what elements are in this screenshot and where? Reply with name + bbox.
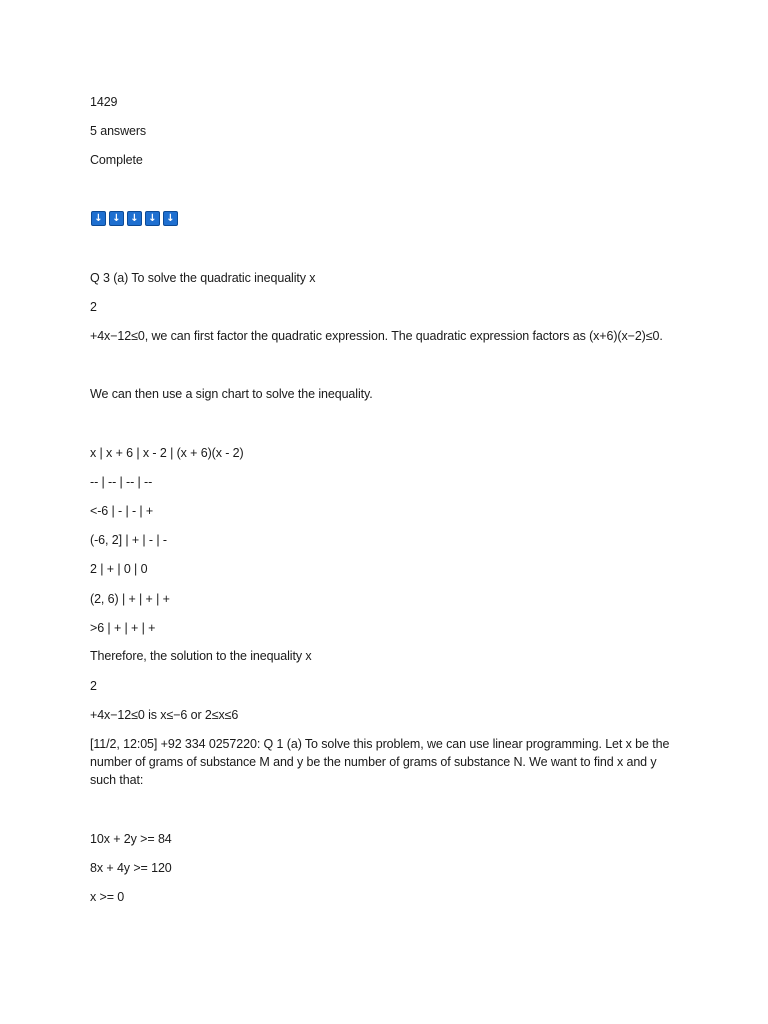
table-row: -- | -- | -- | -- [90,475,153,489]
down-arrow-icon: ↓ [163,211,178,226]
q3-factor-text: +4x−12≤0, we can first factor the quadratic expression. The quadratic expression factors as (x+6)(x−2)≤0. [90,329,663,343]
status-text: Complete [90,153,143,167]
table-row: <-6 | - | - | + [90,504,154,518]
down-arrow-icon: ↓ [145,211,160,226]
constraint-line: 8x + 4y >= 120 [90,861,172,875]
therefore-text: Therefore, the solution to the inequality x [90,649,312,663]
table-row: x | x + 6 | x - 2 | (x + 6)(x - 2) [90,446,244,460]
sign-chart-intro: We can then use a sign chart to solve the inequality. [90,387,373,401]
down-arrow-emoji-row [91,211,178,226]
constraint-line: 10x + 2y >= 84 [90,832,172,846]
therefore-exponent: 2 [90,679,97,693]
down-arrow-icon: ↓ [127,211,142,226]
down-arrow-icon: ↓ [109,211,124,226]
constraint-line: x >= 0 [90,890,125,904]
down-arrow-icon: ↓ [91,211,106,226]
table-row: >6 | + | + | + [90,621,156,635]
solution-text: +4x−12≤0 is x≤−6 or 2≤x≤6 [90,708,239,722]
table-row: (-6, 2] | + | - | - [90,533,167,547]
table-row: (2, 6) | + | + | + [90,592,170,606]
answer-count: 5 answers [90,124,147,138]
table-row: 2 | + | 0 | 0 [90,562,148,576]
q3-exponent: 2 [90,300,97,314]
question-number: 1429 [90,95,118,109]
q3-intro: Q 3 (a) To solve the quadratic inequality x [90,271,316,285]
q1-paragraph: [11/2, 12:05] +92 334 0257220: Q 1 (a) To solve this problem, we can use linear programming. Let x be the number of grams of substance M and y be the number of grams of substance N. We want to find x and y such that: [90,737,670,787]
